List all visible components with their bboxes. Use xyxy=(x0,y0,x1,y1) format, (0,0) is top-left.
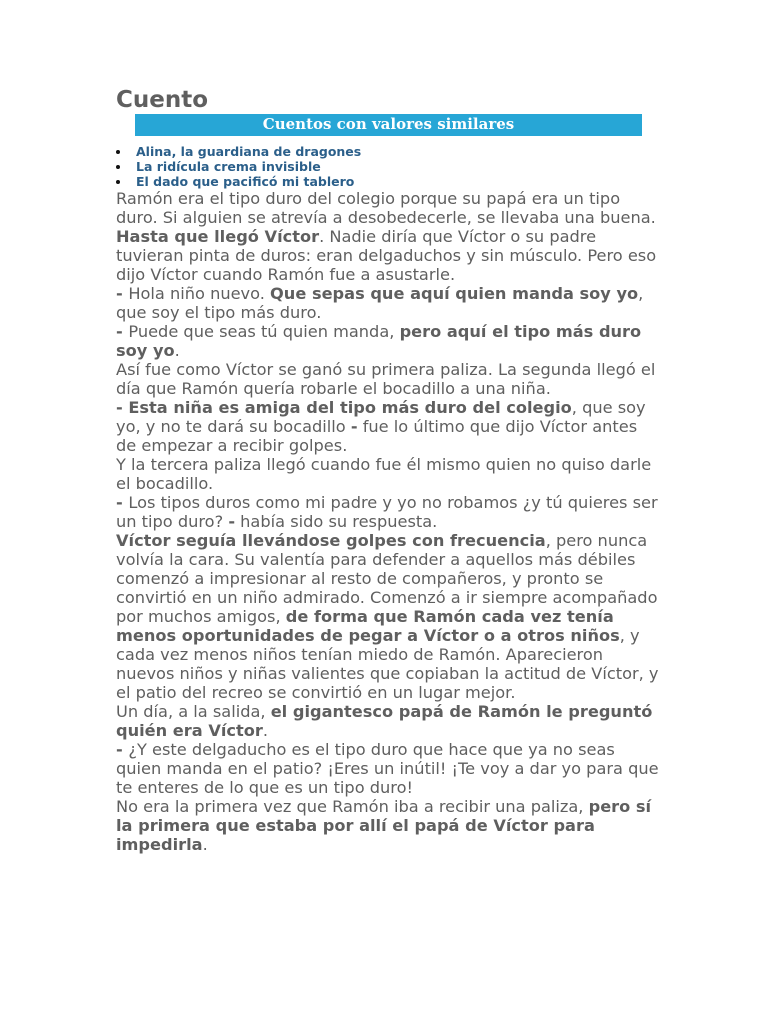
related-stories-list xyxy=(116,144,661,189)
bullet-icon xyxy=(116,150,120,154)
related-story-link[interactable] xyxy=(116,159,661,174)
related-story-link[interactable] xyxy=(116,144,661,159)
similar-stories-banner: Cuentos con valores similares xyxy=(135,114,642,136)
bullet-icon xyxy=(116,180,120,184)
story-paragraph: Un día, a la salida, el gigantesco papá de Ramón le preguntó quién era Víctor. xyxy=(116,702,653,740)
related-story-label[interactable]: Alina, la guardiana de dragones xyxy=(136,144,362,159)
story-paragraph: Hasta que llegó Víctor. Nadie diría que Víctor o su padre tuvieran pinta de duros: eran delgaduchos y sin músculo. Pero eso dijo Víctor cuando Ramón fue a asustarle. xyxy=(116,227,657,284)
story-paragraph: Víctor seguía llevándose golpes con frecuencia, pero nunca volvía la cara. Su valentía para defender a aquellos más débiles comenzó a impresionar al resto de compañeros, y pronto se convirtió en un niño admirado. Comenzó a ir siempre acompañado por muchos amigos, de forma que Ramón cada vez tenía menos oportunidades de pegar a Víctor o a otros niños, y cada vez menos niños tenían miedo de Ramón. Aparecieron nuevos niños y niñas valientes que copiaban la actitud de Víctor, y el patio del recreo se convirtió en un lugar mejor. xyxy=(116,531,659,702)
bullet-icon xyxy=(116,165,120,169)
related-story-label[interactable]: El dado que pacificó mi tablero xyxy=(136,174,355,189)
story-dialogue: - ¿Y este delgaducho es el tipo duro que hace que ya no seas quien manda en el patio? ¡Eres un inútil! ¡Te voy a dar yo para que te enteres de lo que es un tipo duro! xyxy=(116,740,659,797)
story-dialogue: - Puede que seas tú quien manda, pero aquí el tipo más duro soy yo. xyxy=(116,322,642,360)
story-paragraph: Y la tercera paliza llegó cuando fue él mismo quien no quiso darle el bocadillo. xyxy=(116,455,652,493)
related-story-label[interactable]: La ridícula crema invisible xyxy=(136,159,321,174)
story-dialogue: - Los tipos duros como mi padre y yo no robamos ¿y tú quieres ser un tipo duro? - había sido su respuesta. xyxy=(116,493,658,531)
story-dialogue: - Hola niño nuevo. Que sepas que aquí quien manda soy yo, que soy el tipo más duro. xyxy=(116,284,644,322)
story-paragraph: Así fue como Víctor se ganó su primera paliza. La segunda llegó el día que Ramón quería robarle el bocadillo a una niña. xyxy=(116,360,656,398)
related-story-link[interactable] xyxy=(116,174,661,189)
story-body xyxy=(116,189,661,854)
article xyxy=(116,86,661,854)
story-paragraph: Ramón era el tipo duro del colegio porque su papá era un tipo duro. Si alguien se atrevía a desobedecerle, se llevaba una buena. xyxy=(116,189,656,227)
page-title: Cuento xyxy=(116,87,209,113)
story-dialogue: - Esta niña es amiga del tipo más duro del colegio, que soy yo, y no te dará su bocadillo - fue lo último que dijo Víctor antes de empezar a recibir golpes. xyxy=(116,398,646,455)
story-paragraph: No era la primera vez que Ramón iba a recibir una paliza, pero sí la primera que estaba por allí el papá de Víctor para impedirla. xyxy=(116,797,652,854)
